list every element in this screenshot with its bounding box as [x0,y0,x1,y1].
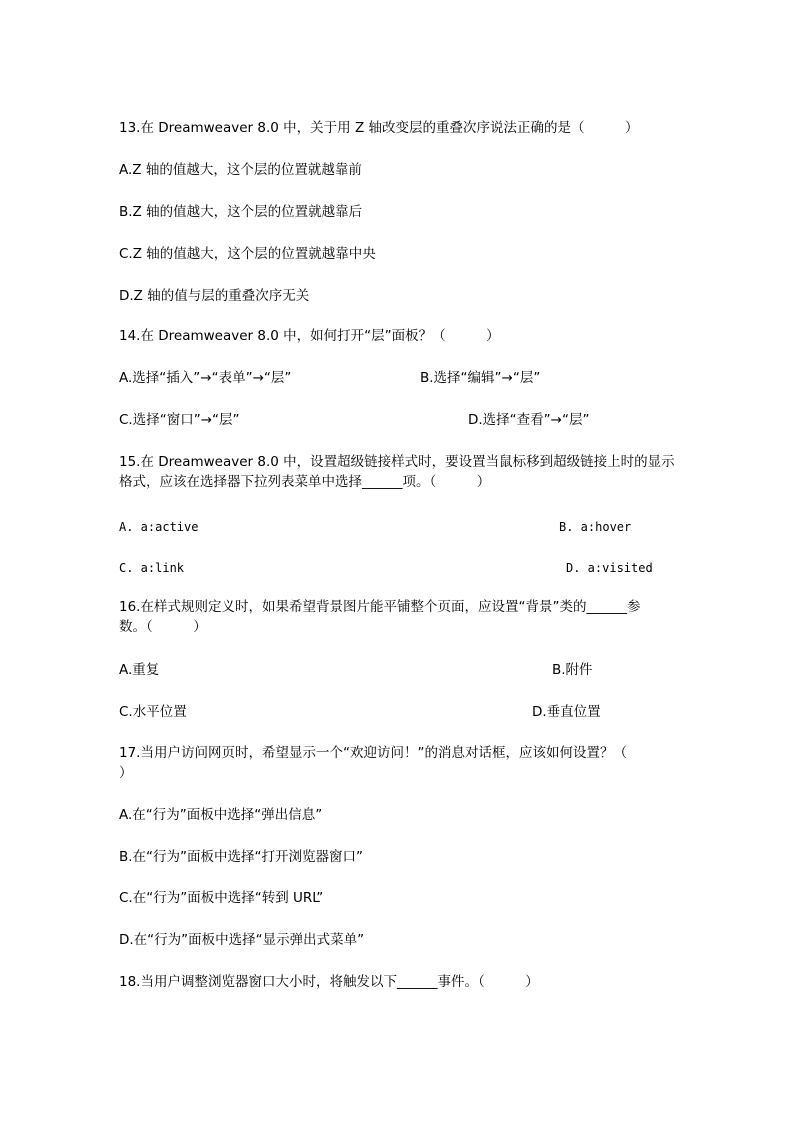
question-17-option-a: A.在“行为”面板中选择“弹出信息” [119,807,323,823]
question-17-stem-line1: 17.当用户访问网页时，希望显示一个“欢迎访问！”的消息对话框，应该如何设置？（ [119,745,627,761]
question-18-stem: 18.当用户调整浏览器窗口大小时，将触发以下______事件。（ ） [119,974,539,990]
question-16-option-a: A.重复 [119,662,160,678]
question-16-stem-line2: 数。（ ） [119,619,207,635]
question-14-option-d: D.选择“查看”→“层” [468,412,590,428]
question-14-option-c: C.选择“窗口”→“层” [119,412,240,428]
question-16-option-d: D.垂直位置 [532,704,601,720]
question-17-option-c: C.在“行为”面板中选择“转到 URL” [119,890,324,906]
question-15-option-b: B. a:hover [559,520,632,534]
question-13-option-d: D.Z 轴的值与层的重叠次序无关 [119,288,310,304]
question-14-stem: 14.在 Dreamweaver 8.0 中，如何打开“层”面板？（ ） [119,328,500,344]
question-16-stem-line1: 16.在样式规则定义时，如果希望背景图片能平铺整个页面，应设置“背景”类的______参 [119,599,641,615]
question-16-option-c: C.水平位置 [119,704,187,720]
question-15-option-a: A. a:active [119,520,199,534]
question-13-option-b: B.Z 轴的值越大，这个层的位置就越靠后 [119,204,363,220]
question-17-option-b: B.在“行为”面板中选择“打开浏览器窗口” [119,849,364,865]
question-13-stem: 13.在 Dreamweaver 8.0 中，关于用 Z 轴改变层的重叠次序说法正确的是（ ） [119,120,639,136]
question-17-option-d: D.在“行为”面板中选择“显示弹出式菜单” [119,932,365,948]
question-13-option-a: A.Z 轴的值越大，这个层的位置就越靠前 [119,162,362,178]
question-15-option-c: C. a:link [119,561,185,575]
question-14-option-a: A.选择“插入”→“表单”→“层” [119,370,292,386]
question-17-stem-line2: ） [119,765,133,781]
question-15-stem-line2: 格式，应该在选择器下拉列表菜单中选择______项。（ ） [119,474,491,490]
question-15-option-d: D. a:visited [566,561,653,575]
question-14-option-b: B.选择“编辑”→“层” [420,370,541,386]
question-13-option-c: C.Z 轴的值越大，这个层的位置就越靠中央 [119,246,376,262]
question-15-stem-line1: 15.在 Dreamweaver 8.0 中，设置超级链接样式时，要设置当鼠标移到超级链接上时的显示 [119,454,675,470]
question-16-option-b: B.附件 [552,662,593,678]
